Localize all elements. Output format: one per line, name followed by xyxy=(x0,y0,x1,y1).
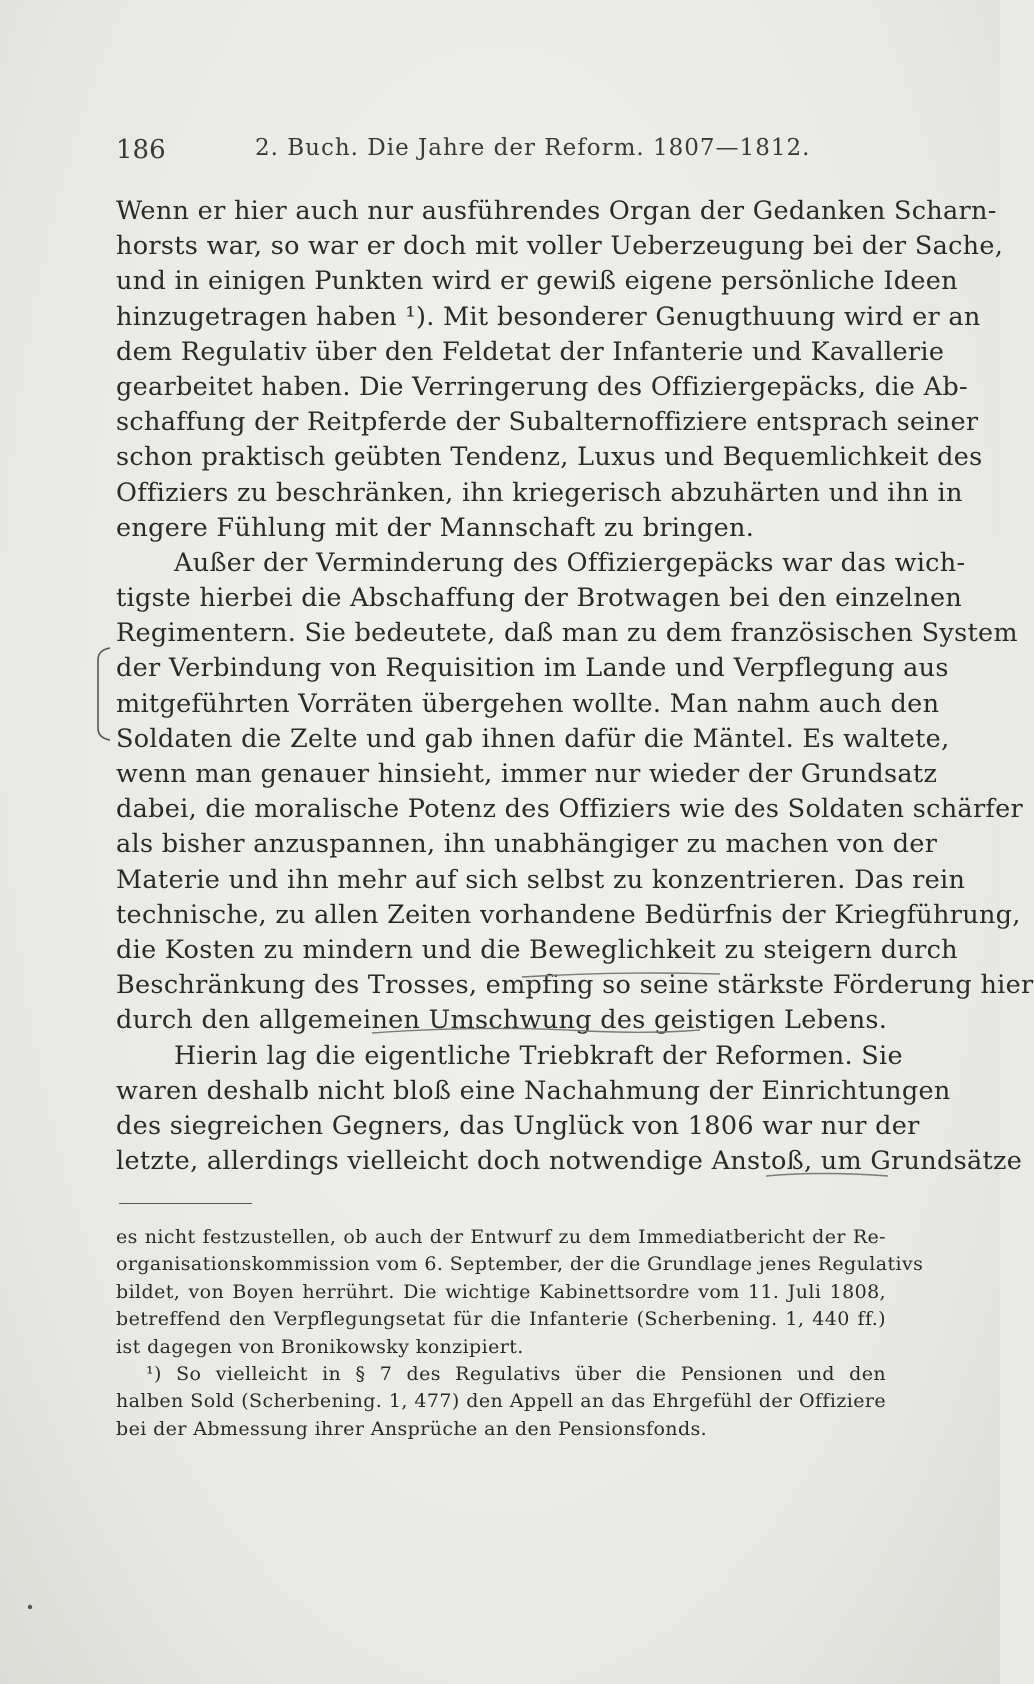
margin-bracket-mark xyxy=(92,646,114,742)
paper-speck xyxy=(28,1605,32,1609)
text-line: gearbeitet haben. Die Verringerung des Offiziergepäcks, die Ab- xyxy=(116,371,968,402)
footnote-line: organisationskommission vom 6. September, der die Grundlage jenes Regulativs xyxy=(116,1253,924,1276)
text-line: Außer der Verminderung des Offiziergepäcks war das wich- xyxy=(174,547,966,578)
main-text xyxy=(116,194,1034,1179)
footnote-line: bei der Abmessung ihrer Ansprüche an den Pensionsfonds. xyxy=(116,1417,708,1440)
text-line: Soldaten die Zelte und gab ihnen dafür die Mäntel. Es waltete, xyxy=(116,723,950,754)
page-header xyxy=(116,131,886,167)
footnote-line: halben Sold (Scherbening. 1, 477) den Appell an das Ehrgefühl der Offiziere xyxy=(116,1390,886,1413)
running-title: 2. Buch. Die Jahre der Reform. 1807—1812. xyxy=(255,135,811,161)
text-line: als bisher anzuspannen, ihn unabhängiger zu machen von der xyxy=(116,829,938,860)
footnote-separator xyxy=(119,1203,252,1204)
text-line: dem Regulativ über den Feldetat der Infanterie und Kavallerie xyxy=(116,336,945,367)
text-line: Beschränkung des Trosses, empfing so seine stärkste Förderung hier xyxy=(116,970,1034,1001)
text-line: Materie und ihn mehr auf sich selbst zu konzentrieren. Das rein xyxy=(116,864,966,895)
text-line: waren deshalb nicht bloß eine Nachahmung der Einrichtungen xyxy=(116,1075,951,1106)
text-line: schaffung der Reitpferde der Subalternoffiziere entsprach seiner xyxy=(116,407,979,438)
footnote-line: bildet, von Boyen herrührt. Die wichtige Kabinettsordre vom 11. Juli 1808, xyxy=(116,1280,886,1303)
text-line: wenn man genauer hinsieht, immer nur wieder der Grundsatz xyxy=(116,759,938,789)
footnote-line: ist dagegen von Bronikowsky konzipiert. xyxy=(116,1335,524,1358)
text-line: durch den allgemeinen Umschwung des geistigen Lebens. xyxy=(116,1005,888,1036)
text-line: die Kosten zu mindern und die Beweglichkeit zu steigern durch xyxy=(116,934,958,965)
text-line: und in einigen Punkten wird er gewiß eigene persönliche Ideen xyxy=(116,266,958,297)
text-line: Regimentern. Sie bedeutete, daß man zu dem französischen System xyxy=(116,618,1018,649)
text-line: Wenn er hier auch nur ausführendes Organ der Gedanken Scharn- xyxy=(116,196,997,226)
text-line: der Verbindung von Requisition im Lande und Verpflegung aus xyxy=(116,653,949,684)
footnote-line: betreffend den Verpflegungsetat für die Infanterie (Scherbening. 1, 440 ff.) xyxy=(116,1308,886,1331)
text-line: schon praktisch geübten Tendenz, Luxus und Bequemlichkeit des xyxy=(116,442,983,473)
footnote-line: ¹) So vielleicht in § 7 des Regulativs über die Pensionen und den xyxy=(146,1362,886,1385)
text-line: tigste hierbei die Abschaffung der Brotwagen bei den einzelnen xyxy=(116,583,963,614)
text-line: dabei, die moralische Potenz des Offiziers wie des Soldaten schärfer xyxy=(116,794,1024,825)
text-line: des siegreichen Gegners, das Unglück von 1806 war nur der xyxy=(116,1110,920,1141)
text-line: mitgeführten Vorräten übergehen wollte. Man nahm auch den xyxy=(116,688,940,719)
text-line: engere Fühlung mit der Mannschaft zu bringen. xyxy=(116,512,755,543)
text-line: Hierin lag die eigentliche Triebkraft der Reformen. Sie xyxy=(174,1040,903,1071)
footnote-line: es nicht festzustellen, ob auch der Entwurf zu dem Immediatbericht der Re- xyxy=(116,1226,886,1248)
text-line: letzte, allerdings vielleicht doch notwendige Anstoß, um Grundsätze xyxy=(116,1146,1023,1177)
text-line: technische, zu allen Zeiten vorhandene Bedürfnis der Kriegführung, xyxy=(116,899,1021,930)
text-line: Offiziers zu beschränken, ihn kriegerisch abzuhärten und ihn in xyxy=(116,477,963,508)
text-line: hinzugetragen haben ¹). Mit besonderer Genugthuung wird er an xyxy=(116,301,981,332)
page-number: 186 xyxy=(116,135,166,165)
text-line: horsts war, so war er doch mit voller Ueberzeugung bei der Sache, xyxy=(116,231,1004,262)
footnotes xyxy=(116,1224,924,1443)
